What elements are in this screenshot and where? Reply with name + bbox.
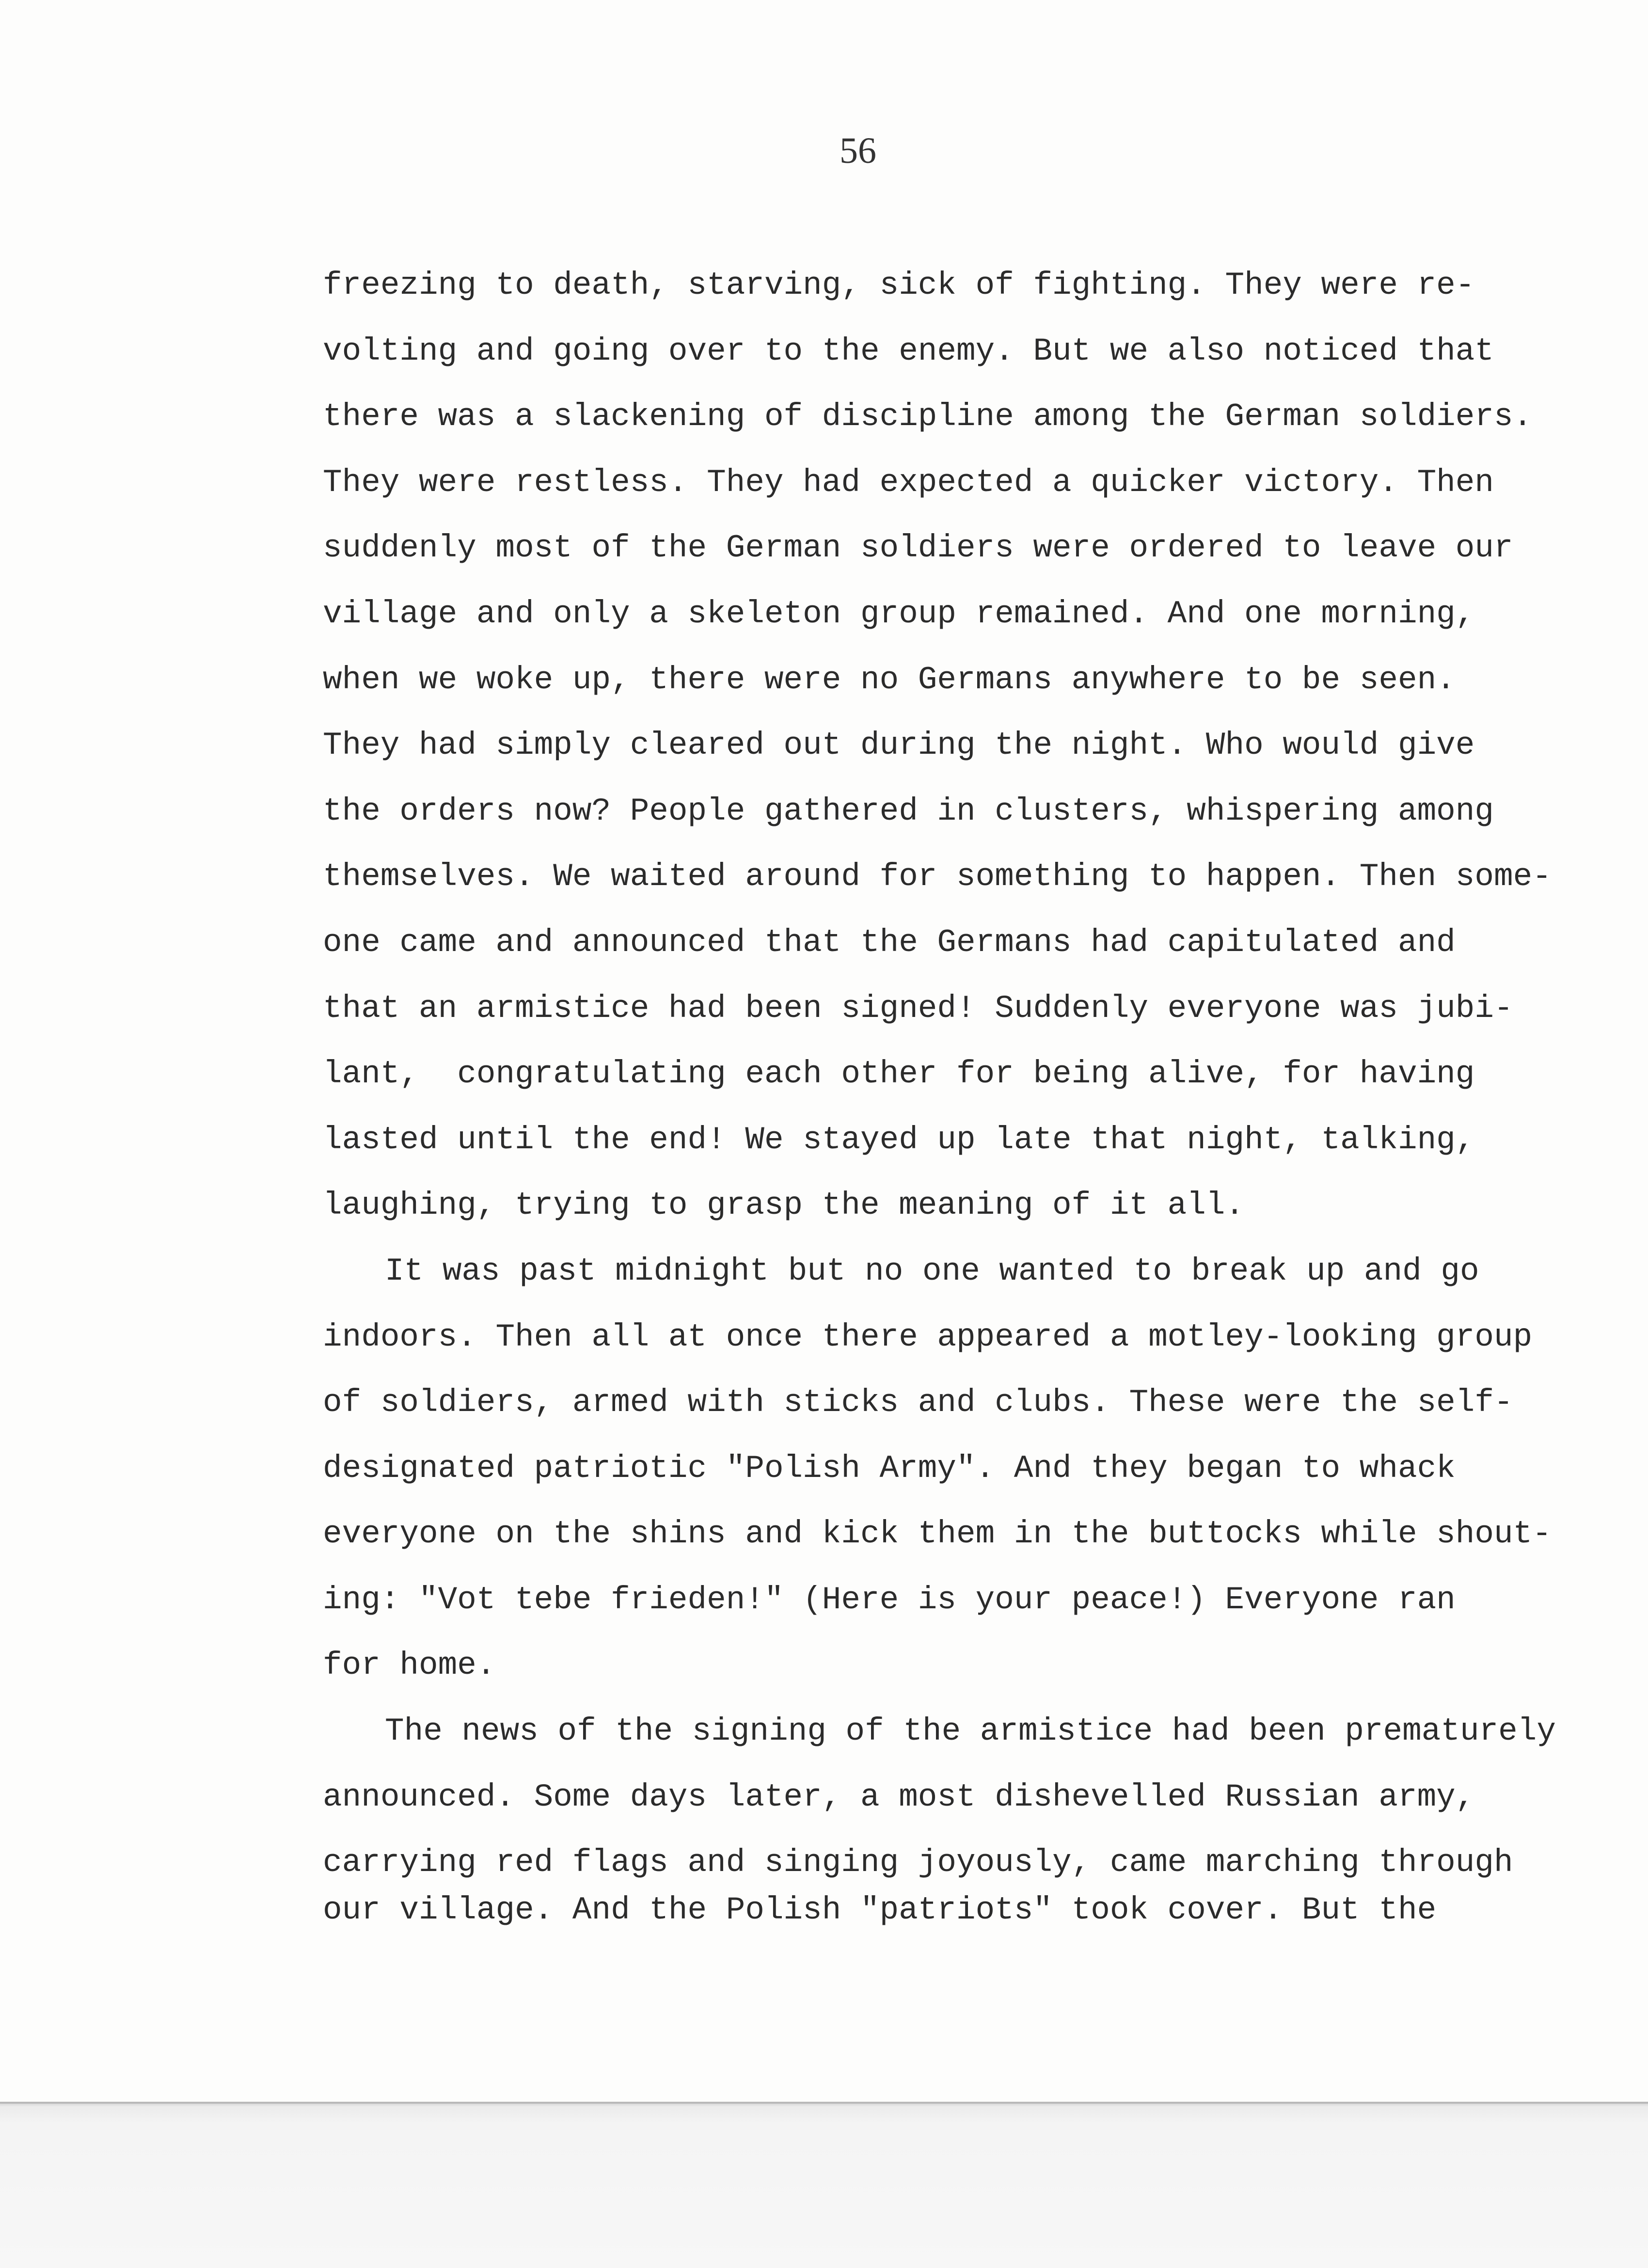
- text-line: themselves. We waited around for something to happen. Then some-: [323, 858, 1552, 895]
- text-line: ing: "Vot tebe frieden!" (Here is your peace!) Everyone ran: [323, 1581, 1456, 1618]
- text-line: They had simply cleared out during the night. Who would give: [323, 727, 1475, 764]
- text-line: everyone on the shins and kick them in the buttocks while shout-: [323, 1516, 1552, 1553]
- text-line: our village. And the Polish "patriots" took cover. But the: [323, 1892, 1437, 1929]
- text-line: lant, congratulating each other for being alive, for having: [323, 1056, 1475, 1093]
- text-line: volting and going over to the enemy. But we also noticed that: [323, 333, 1494, 369]
- text-line: It was past midnight but no one wanted to break up and go: [385, 1253, 1479, 1289]
- text-line: The news of the signing of the armistice had been prematurely: [385, 1713, 1556, 1750]
- text-line: one came and announced that the Germans had capitulated and: [323, 924, 1456, 961]
- text-line: for home.: [323, 1647, 496, 1684]
- text-line: that an armistice had been signed! Suddenly everyone was jubi-: [323, 990, 1513, 1027]
- text-line: announced. Some days later, a most dishevelled Russian army,: [323, 1778, 1475, 1815]
- text-line: suddenly most of the German soldiers were ordered to leave our: [323, 530, 1513, 567]
- text-line: when we woke up, there were no Germans anywhere to be seen.: [323, 661, 1456, 698]
- text-line: indoors. Then all at once there appeared a motley-looking group: [323, 1318, 1533, 1355]
- text-line: laughing, trying to grasp the meaning of it all.: [323, 1187, 1245, 1224]
- text-line: there was a slackening of discipline among the German soldiers.: [323, 398, 1533, 435]
- text-line: the orders now? People gathered in clusters, whispering among: [323, 793, 1494, 829]
- text-line: They were restless. They had expected a quicker victory. Then: [323, 464, 1494, 501]
- text-line: freezing to death, starving, sick of fighting. They were re-: [323, 267, 1475, 303]
- text-line: village and only a skeleton group remained. And one morning,: [323, 595, 1475, 632]
- text-line: lasted until the end! We stayed up late that night, talking,: [323, 1121, 1475, 1158]
- page-number: 56: [840, 130, 876, 171]
- body-text: [323, 260, 1612, 1951]
- text-line: of soldiers, armed with sticks and clubs. These were the self-: [323, 1384, 1513, 1421]
- scanner-background: [0, 2104, 1648, 2268]
- text-line: carrying red flags and singing joyously, came marching through: [323, 1844, 1513, 1881]
- text-line: designated patriotic "Polish Army". And they began to whack: [323, 1450, 1456, 1487]
